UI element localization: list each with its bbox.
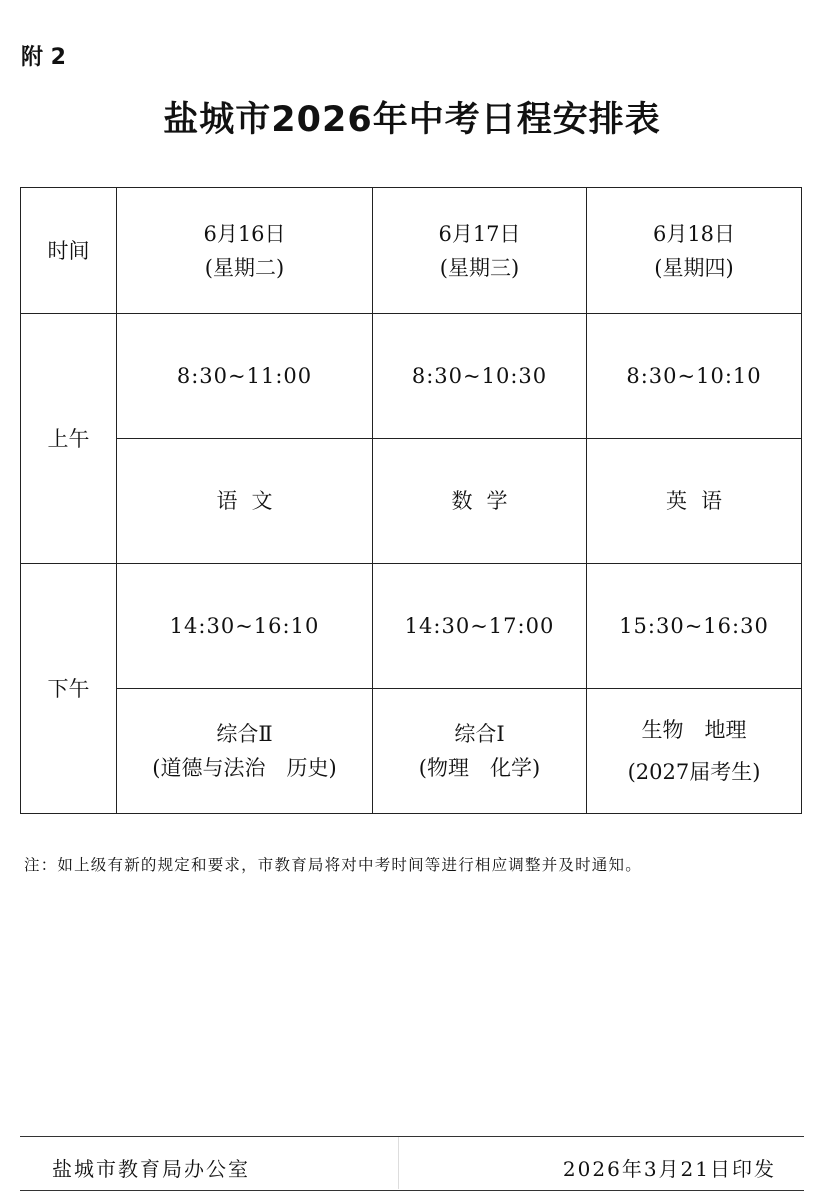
footer-divider (398, 1137, 399, 1189)
exam-time-cell: 8:30~10:10 (587, 314, 802, 439)
time-header-cell (21, 188, 117, 314)
subject-name: 英语 (666, 489, 736, 513)
subject-cell (373, 439, 587, 564)
morning-period-cell (21, 314, 117, 564)
subject-name: 综合Ⅰ (454, 722, 505, 746)
afternoon-time-row (21, 564, 802, 689)
subject-detail: (2027届考生) (627, 760, 761, 784)
subject-cell (587, 439, 802, 564)
subject-cell (117, 689, 373, 814)
footnote: 注：如上级有新的规定和要求，市教育局将对中考时间等进行相应调整并及时通知。 (24, 856, 642, 874)
exam-time-cell: 8:30~11:00 (117, 314, 373, 439)
subject-detail: (物理 化学) (418, 756, 541, 780)
subject-name: 综合Ⅱ (216, 722, 273, 746)
day-header-cell (117, 188, 373, 314)
exam-time-cell: 8:30~10:30 (373, 314, 587, 439)
morning-subject-row (21, 439, 802, 564)
morning-label: 上午 (47, 426, 90, 451)
day-date: 6月18日 (652, 221, 736, 246)
subject-name: 语文 (216, 489, 287, 513)
subject-name: 数学 (451, 489, 522, 513)
subject-name: 生物 地理 (641, 718, 747, 742)
time-header-label: 时间 (47, 238, 90, 263)
day-date: 6月17日 (438, 221, 521, 246)
exam-time-cell: 15:30~16:30 (587, 564, 802, 689)
subject-cell (373, 689, 587, 814)
footer-top-rule (20, 1136, 804, 1137)
subject-cell (587, 689, 802, 814)
schedule-table (20, 187, 802, 814)
afternoon-subject-row (21, 689, 802, 814)
exam-time-cell: 14:30~17:00 (373, 564, 587, 689)
afternoon-label: 下午 (47, 676, 90, 701)
day-header-cell (373, 188, 587, 314)
exam-time-cell: 14:30~16:10 (117, 564, 373, 689)
day-weekday: (星期四) (654, 255, 734, 280)
page-title: 盐城市2026年中考日程安排表 (163, 100, 661, 140)
subject-cell (117, 439, 373, 564)
attachment-label: 附 2 (21, 45, 66, 70)
header-row (21, 188, 802, 314)
footer-bottom-rule (20, 1190, 804, 1191)
afternoon-period-cell (21, 564, 117, 814)
subject-detail: (道德与法治 历史) (152, 756, 337, 780)
day-header-cell (587, 188, 802, 314)
day-date: 6月16日 (203, 221, 286, 246)
day-weekday: (星期三) (439, 255, 520, 280)
day-weekday: (星期二) (204, 255, 285, 280)
morning-time-row (21, 314, 802, 439)
footer-issuer: 盐城市教育局办公室 (52, 1157, 250, 1181)
footer-date: 2026年3月21日印发 (562, 1157, 776, 1181)
